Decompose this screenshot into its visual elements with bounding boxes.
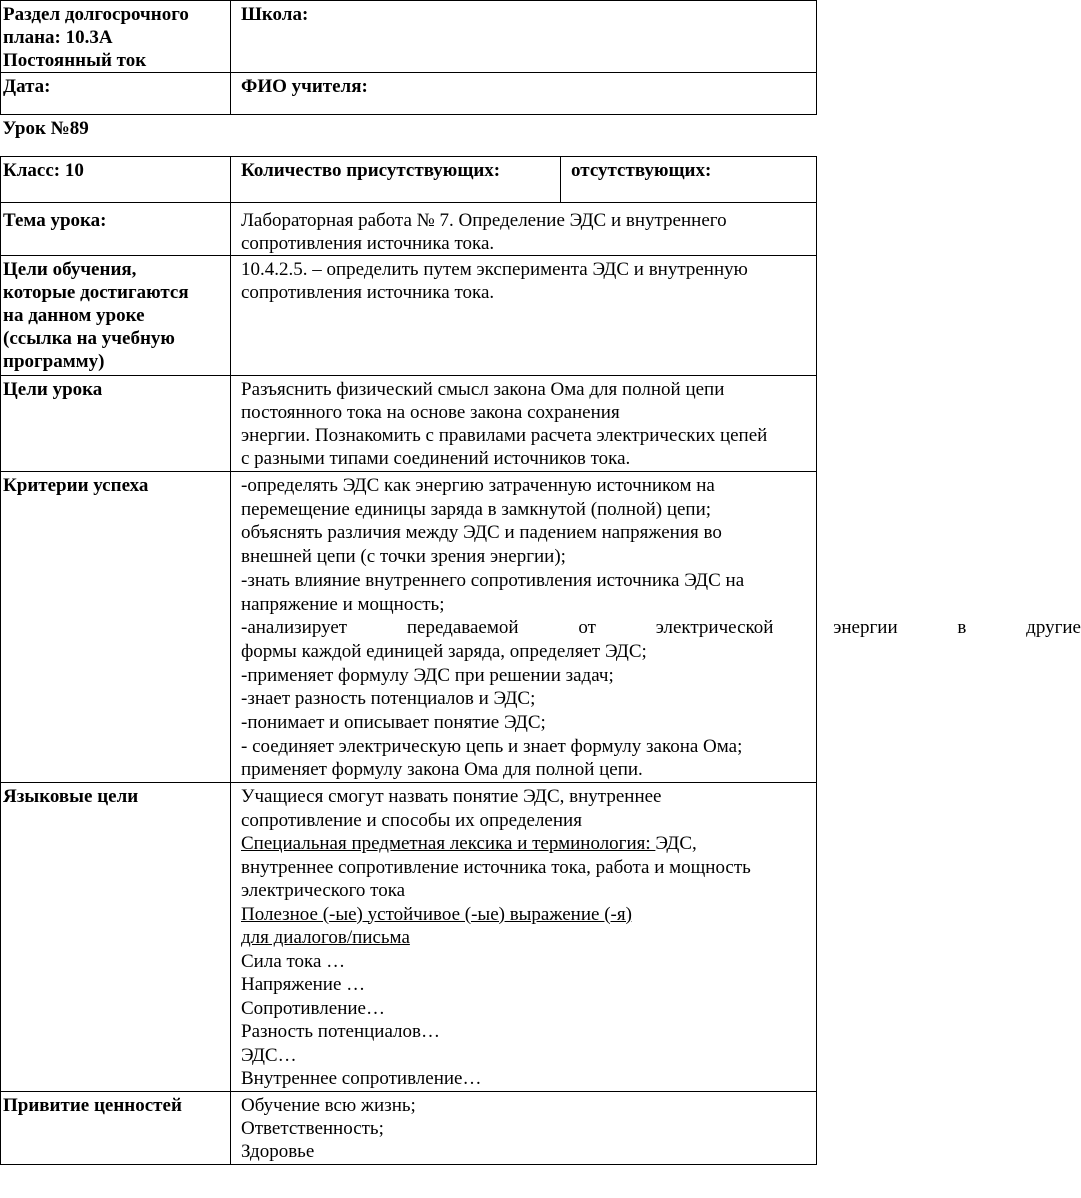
values-label-cell <box>1 1091 231 1164</box>
phrases-heading: для диалогов/письма <box>241 927 410 949</box>
learning-goals-line: сопротивления источника тока. <box>241 282 495 303</box>
teacher-cell <box>231 73 817 115</box>
teacher-label: ФИО учителя: <box>241 76 368 97</box>
section-label-cell <box>1 1 231 73</box>
row-learning-goals <box>1 256 817 376</box>
phrase-item: Напряжение … <box>241 974 366 996</box>
language-goals-label: Языковые цели <box>3 786 139 808</box>
success-criteria-line: -понимает и описывает понятие ЭДС; <box>241 712 546 734</box>
success-criteria-line: - соединяет электрическую цепь и знает формулу закона Ома; <box>241 735 743 757</box>
row-lesson-goals <box>1 376 817 472</box>
vocab-line: внутреннее сопротивление источника тока, работа и мощность <box>241 856 751 878</box>
school-cell <box>231 1 817 73</box>
success-criteria-content-cell <box>231 472 1081 783</box>
success-criteria-line: формы каждой единицей заряда, определяет ЭДС; <box>241 640 647 662</box>
phrase-item: Внутреннее сопротивление… <box>241 1068 482 1090</box>
class-cell <box>1 157 231 203</box>
success-criteria-line: перемещение единицы заряда в замкнутой (полной) цепи; <box>241 498 712 520</box>
learning-goals-label-line: на данном уроке <box>3 305 145 326</box>
learning-goals-line: 10.4.2.5. – определить путем эксперимента ЭДС и внутренную <box>241 259 748 280</box>
row-lesson <box>1 115 817 157</box>
success-criteria-line: применяет формулу закона Ома для полной цепи. <box>241 759 643 781</box>
section-label-line: Постоянный ток <box>3 50 147 71</box>
learning-goals-label-line: которые достигаются <box>3 282 189 303</box>
language-intro-line: Учащиеся смогут назвать понятие ЭДС, внутреннее <box>241 786 662 808</box>
topic-line: Лабораторная работа № 7. Определение ЭДС и внутреннего <box>241 210 727 231</box>
row-section <box>1 1 817 73</box>
phrases-heading: Полезное (-ые) устойчивое (-ые) выражение (-я) <box>241 903 632 925</box>
row-values <box>1 1091 817 1164</box>
success-criteria-line: -анализирует передаваемой от электрической энергии в другие <box>241 617 1081 639</box>
lesson-goals-label-cell <box>1 376 231 472</box>
phrase-item: Разность потенциалов… <box>241 1021 441 1043</box>
lesson-goals-line: Разъяснить физический смысл закона Ома для полной цепи <box>241 379 725 400</box>
success-criteria-line: -знать влияние внутреннего сопротивления источника ЭДС на <box>241 569 745 591</box>
language-intro-line: сопротивление и способы их определения <box>241 809 582 831</box>
row-language-goals <box>1 783 817 1092</box>
phrase-item: Сила тока … <box>241 950 346 972</box>
learning-goals-label-line: (ссылка на учебную <box>3 328 175 349</box>
success-criteria-line: внешней цепи (с точки зрения энергии); <box>241 546 566 568</box>
learning-goals-label-cell <box>1 256 231 376</box>
present-label: Количество присутствующих: <box>241 160 501 181</box>
row-class <box>1 157 817 203</box>
success-criteria-line: напряжение и мощность; <box>241 593 445 615</box>
row-success-criteria <box>1 472 817 783</box>
values-content-cell <box>231 1091 817 1164</box>
topic-label-cell <box>1 203 231 256</box>
success-criteria-line: объяснять различия между ЭДС и падением напряжения во <box>241 522 722 544</box>
phrase-item: ЭДС… <box>241 1044 297 1066</box>
values-label: Привитие ценностей <box>3 1094 182 1116</box>
learning-goals-label-line: Цели обучения, <box>3 259 137 280</box>
row-topic <box>1 203 817 256</box>
lesson-label: Урок №89 <box>2 118 89 139</box>
class-label: Класс: 10 <box>3 160 84 181</box>
phrase-item: Сопротивление… <box>241 997 385 1019</box>
absent-label: отсутствующих: <box>571 160 712 181</box>
row-date <box>1 73 817 115</box>
vocab-heading: Специальная предметная лексика и терминология: <box>241 833 656 855</box>
lesson-goals-line: постоянного тока на основе закона сохранения <box>241 402 620 423</box>
school-label: Школа: <box>241 4 309 25</box>
values-line: Здоровье <box>241 1140 315 1162</box>
present-cell <box>231 157 561 203</box>
values-line: Обучение всю жизнь; <box>241 1094 416 1116</box>
learning-goals-content-cell <box>231 256 817 376</box>
date-label: Дата: <box>3 76 51 97</box>
lesson-goals-line: с разными типами соединений источников тока. <box>241 448 631 469</box>
lesson-goals-label: Цели урока <box>3 379 103 400</box>
success-criteria-line: -определять ЭДС как энергию затраченную источником на <box>241 475 715 496</box>
language-goals-label-cell <box>1 783 231 1092</box>
success-criteria-line: -применяет формулу ЭДС при решении задач; <box>241 664 614 686</box>
topic-content-cell <box>231 203 817 256</box>
success-criteria-label-cell <box>1 472 231 783</box>
vocab-rest: ЭДС, <box>655 833 697 855</box>
lesson-goals-line: энергии. Познакомить с правилами расчета электрических цепей <box>241 425 768 446</box>
success-criteria-label: Критерии успеха <box>3 475 149 496</box>
lesson-cell <box>1 115 817 157</box>
topic-line: сопротивления источника тока. <box>241 233 495 254</box>
vocab-line: электрического тока <box>241 880 406 902</box>
success-criteria-line: -знает разность потенциалов и ЭДС; <box>241 688 536 710</box>
values-line: Ответственность; <box>241 1117 384 1139</box>
learning-goals-label-line: программу) <box>3 351 105 372</box>
lesson-goals-content-cell <box>231 376 817 472</box>
section-label-line: Раздел долгосрочного <box>3 4 189 25</box>
date-cell <box>1 73 231 115</box>
section-label-line: плана: 10.3А <box>3 27 113 48</box>
language-goals-content-cell <box>231 783 817 1092</box>
absent-cell <box>561 157 817 203</box>
topic-label: Тема урока: <box>3 210 107 231</box>
vocab-line <box>241 832 816 856</box>
